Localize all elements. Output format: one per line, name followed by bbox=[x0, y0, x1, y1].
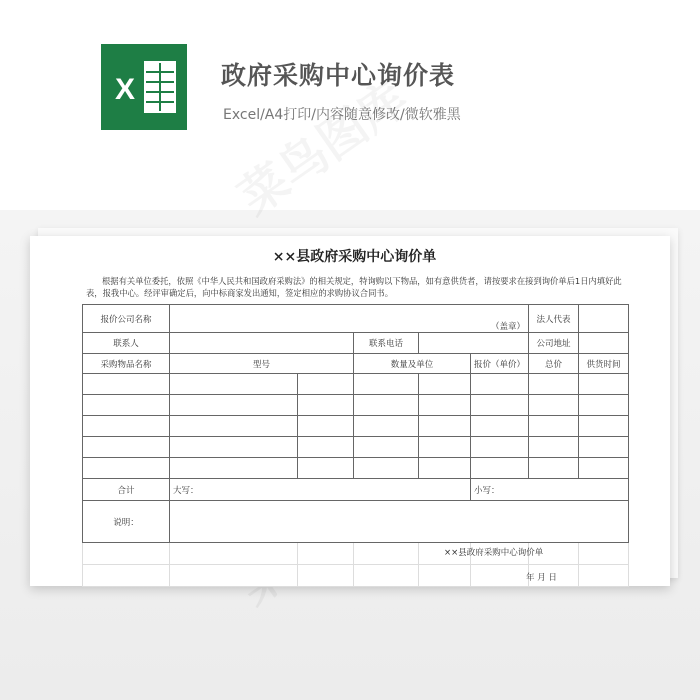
item-cell[interactable] bbox=[298, 458, 354, 479]
item-cell[interactable] bbox=[83, 437, 170, 458]
seal-note: （盖章） bbox=[491, 322, 526, 332]
footer-organization: ××县政府采购中心询价单 bbox=[444, 548, 544, 558]
item-cell[interactable] bbox=[529, 395, 579, 416]
item-cell[interactable] bbox=[471, 458, 529, 479]
item-cell[interactable] bbox=[471, 374, 529, 395]
spacer-cell bbox=[354, 543, 419, 565]
item-cell[interactable] bbox=[170, 437, 298, 458]
spacer-cell bbox=[354, 565, 419, 587]
total-upper-cell[interactable] bbox=[170, 479, 471, 501]
item-cell[interactable] bbox=[529, 416, 579, 437]
item-cell[interactable] bbox=[170, 416, 298, 437]
inquiry-form-table bbox=[82, 304, 629, 587]
item-cell[interactable] bbox=[419, 416, 471, 437]
item-cell[interactable] bbox=[529, 374, 579, 395]
item-cell[interactable] bbox=[298, 437, 354, 458]
table-row bbox=[83, 395, 629, 416]
table-row bbox=[83, 416, 629, 437]
item-cell[interactable] bbox=[579, 458, 629, 479]
excel-logo-icon bbox=[101, 44, 187, 130]
item-cell[interactable] bbox=[170, 395, 298, 416]
item-cell[interactable] bbox=[83, 374, 170, 395]
spacer-cell bbox=[298, 565, 354, 587]
item-cell[interactable] bbox=[298, 416, 354, 437]
item-cell[interactable] bbox=[298, 374, 354, 395]
logo-letter: X bbox=[115, 73, 136, 106]
item-cell[interactable] bbox=[83, 458, 170, 479]
spacer-cell bbox=[83, 543, 170, 565]
spacer-cell bbox=[419, 565, 471, 587]
item-cell[interactable] bbox=[354, 395, 419, 416]
item-cell[interactable] bbox=[579, 395, 629, 416]
item-cell[interactable] bbox=[83, 395, 170, 416]
page-subtitle: Excel/A4打印/内容随意修改/微软雅黑 bbox=[223, 107, 461, 123]
table-row bbox=[83, 458, 629, 479]
phone-label: 联系电话 bbox=[354, 333, 419, 354]
page-title: 政府采购中心询价表 bbox=[221, 61, 456, 90]
column-header: 数量及单位 bbox=[354, 354, 471, 374]
item-cell[interactable] bbox=[298, 395, 354, 416]
note-label: 说明： bbox=[83, 501, 170, 543]
item-cell[interactable] bbox=[354, 437, 419, 458]
address-label: 公司地址 bbox=[529, 333, 579, 354]
legal-rep-cell[interactable] bbox=[579, 305, 629, 333]
column-header: 报价（单价） bbox=[471, 354, 529, 374]
table-row bbox=[83, 437, 629, 458]
spacer-cell bbox=[83, 565, 170, 587]
spacer-cell bbox=[170, 543, 298, 565]
item-cell[interactable] bbox=[83, 416, 170, 437]
document-title: ××县政府采购中心询价单 bbox=[272, 249, 437, 265]
column-header: 供货时间 bbox=[579, 354, 629, 374]
item-cell[interactable] bbox=[354, 458, 419, 479]
total-label: 合计 bbox=[83, 479, 170, 501]
item-cell[interactable] bbox=[419, 374, 471, 395]
item-cell[interactable] bbox=[529, 458, 579, 479]
spacer-cell bbox=[579, 565, 629, 587]
item-cell[interactable] bbox=[354, 374, 419, 395]
item-cell[interactable] bbox=[170, 374, 298, 395]
item-cell[interactable] bbox=[579, 374, 629, 395]
lower-label: 小写： bbox=[474, 485, 500, 496]
contact-label: 联系人 bbox=[83, 333, 170, 354]
contact-cell[interactable] bbox=[170, 333, 354, 354]
document-intro bbox=[86, 275, 626, 299]
item-cell[interactable] bbox=[419, 437, 471, 458]
spacer-cell bbox=[579, 543, 629, 565]
spacer-cell bbox=[298, 543, 354, 565]
upper-label: 大写： bbox=[173, 485, 199, 496]
phone-cell[interactable] bbox=[419, 333, 529, 354]
item-cell[interactable] bbox=[170, 458, 298, 479]
note-cell[interactable] bbox=[170, 501, 629, 543]
item-cell[interactable] bbox=[579, 437, 629, 458]
item-cell[interactable] bbox=[419, 458, 471, 479]
company-name-label: 报价公司名称 bbox=[83, 305, 170, 333]
item-cell[interactable] bbox=[419, 395, 471, 416]
spacer-cell bbox=[471, 565, 529, 587]
address-cell[interactable] bbox=[579, 333, 629, 354]
column-header: 型号 bbox=[170, 354, 354, 374]
company-name-cell[interactable] bbox=[170, 305, 529, 333]
spacer-cell bbox=[170, 565, 298, 587]
legal-rep-label: 法人代表 bbox=[529, 305, 579, 333]
item-cell[interactable] bbox=[471, 437, 529, 458]
footer-date: 年 月 日 bbox=[526, 573, 557, 583]
total-lower-cell[interactable] bbox=[471, 479, 629, 501]
column-header: 总价 bbox=[529, 354, 579, 374]
item-cell[interactable] bbox=[471, 395, 529, 416]
item-cell[interactable] bbox=[529, 437, 579, 458]
intro-text: 根据有关单位委托，依照《中华人民共和国政府采购法》的相关规定，特询购以下物品，如有意供货者，请按要求在接到询价单后1日内填好此表，报我中心。经评审确定后，向中标商家发出通知，签定相应的求购协议合同书。 bbox=[86, 276, 622, 298]
item-cell[interactable] bbox=[354, 416, 419, 437]
item-cell[interactable] bbox=[579, 416, 629, 437]
table-row bbox=[83, 374, 629, 395]
item-cell[interactable] bbox=[471, 416, 529, 437]
column-header: 采购物品名称 bbox=[83, 354, 170, 374]
